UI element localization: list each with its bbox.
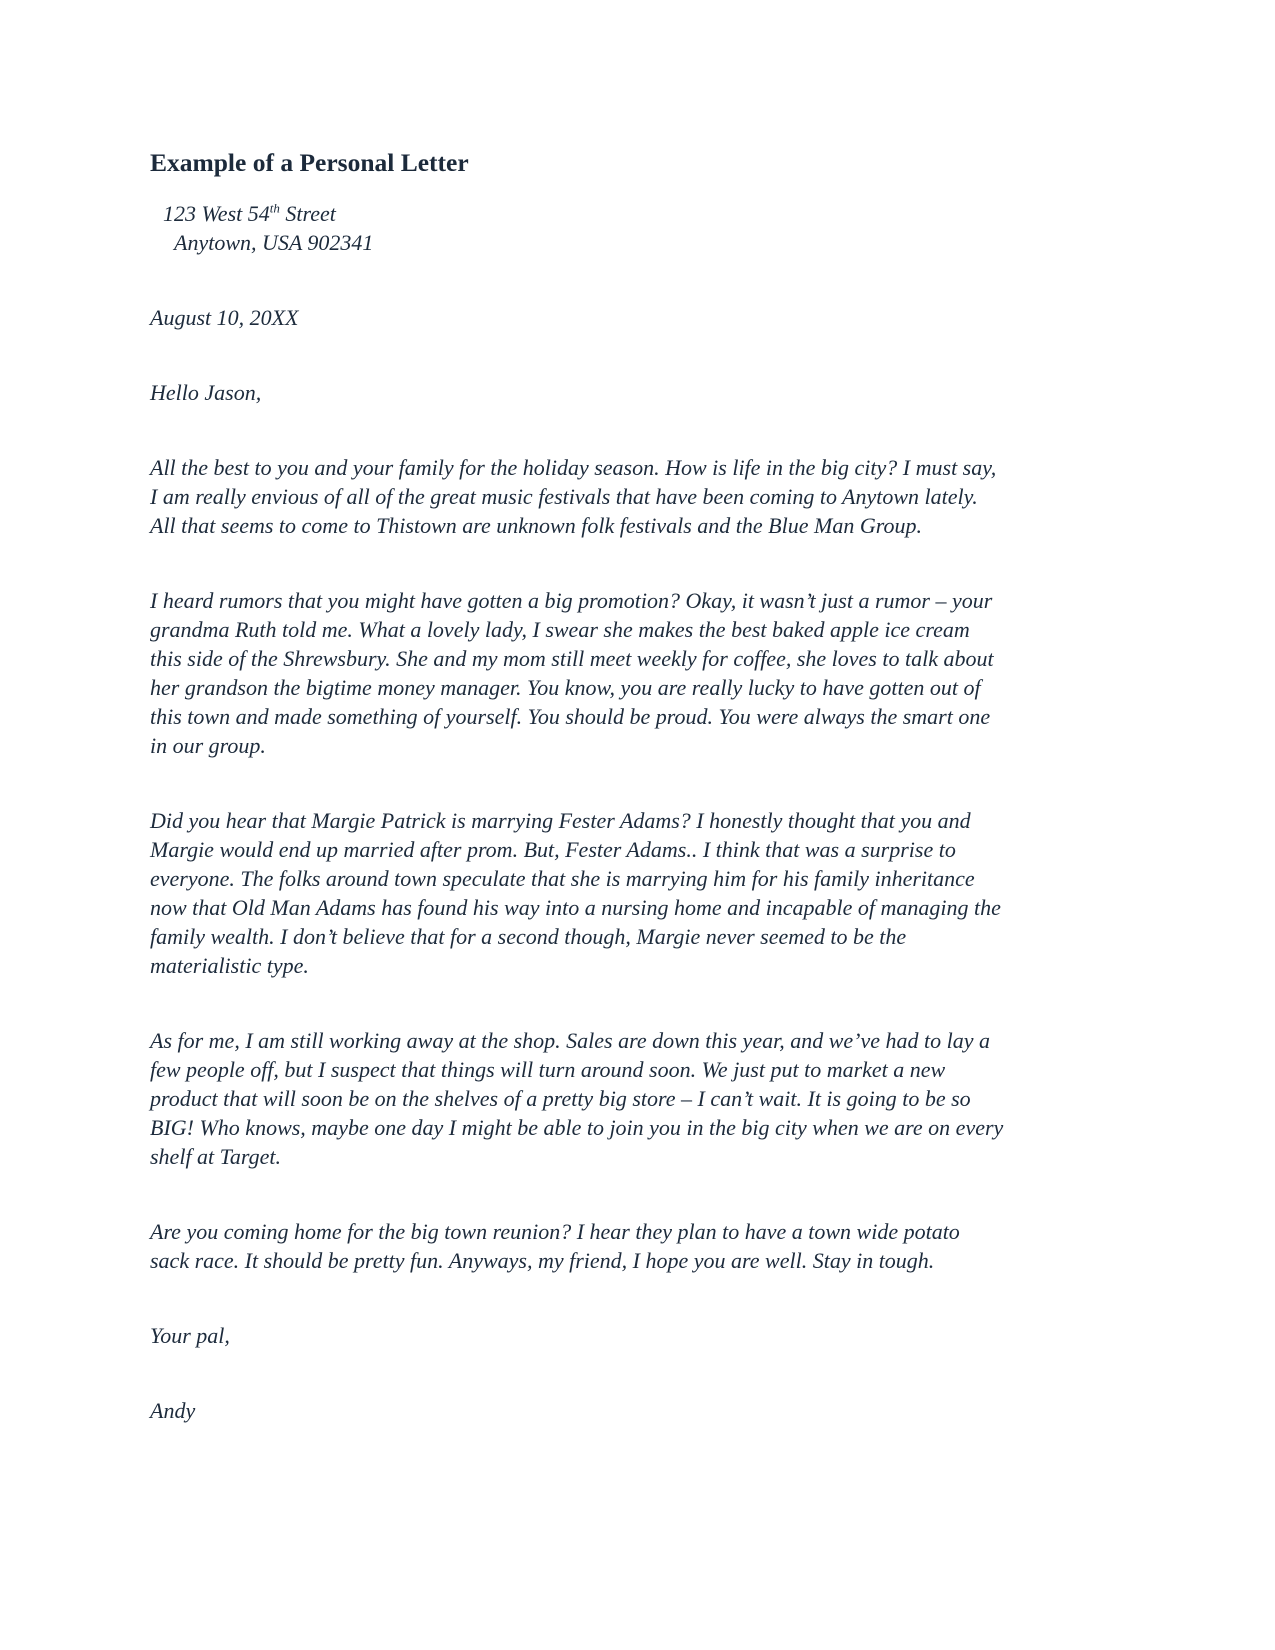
paragraph-line: BIG! Who knows, maybe one day I might be able to join you in the big city when we are on every bbox=[150, 1114, 1004, 1140]
paragraph-line: this town and made something of yourself. You should be proud. You were always the smart one bbox=[150, 703, 991, 729]
paragraph-line: I am really envious of all of the great music festivals that have been coming to Anytown lately. bbox=[150, 483, 978, 509]
paragraph-line: grandma Ruth told me. What a lovely lady, I swear she makes the best baked apple ice cream bbox=[150, 616, 970, 642]
paragraph-line: As for me, I am still working away at the shop. Sales are down this year, and we’ve had to lay a bbox=[150, 1027, 990, 1053]
paragraph-line: her grandson the bigtime money manager. You know, you are really lucky to have gotten out of bbox=[150, 674, 981, 700]
paragraph-line: sack race. It should be pretty fun. Anyways, my friend, I hope you are well. Stay in tough. bbox=[150, 1247, 935, 1273]
address-street-ordinal: th bbox=[269, 200, 280, 216]
paragraph-line: All the best to you and your family for the holiday season. How is life in the big city? I must say, bbox=[150, 454, 997, 480]
letter-title: Example of a Personal Letter bbox=[150, 148, 469, 177]
body-paragraph bbox=[150, 586, 1130, 760]
paragraph-line: All that seems to come to Thistown are unknown folk festivals and the Blue Man Group. bbox=[150, 512, 922, 538]
letter-date: August 10, 20XX bbox=[150, 304, 299, 330]
address-street-number: 123 West 54 bbox=[163, 200, 270, 226]
paragraph-line: Are you coming home for the big town reunion? I hear they plan to have a town wide potato bbox=[150, 1218, 960, 1244]
paragraph-line: everyone. The folks around town speculate that she is marrying him for his family inheritance bbox=[150, 865, 975, 891]
paragraph-line: now that Old Man Adams has found his way into a nursing home and incapable of managing the bbox=[150, 894, 1001, 920]
paragraph-line: Margie would end up married after prom. But, Fester Adams.. I think that was a surprise to bbox=[150, 836, 956, 862]
paragraph-line: shelf at Target. bbox=[150, 1143, 282, 1169]
body-paragraph bbox=[150, 1026, 1130, 1171]
letter-signature: Andy bbox=[150, 1397, 196, 1423]
paragraph-line: in our group. bbox=[150, 732, 266, 758]
body-paragraph bbox=[150, 453, 1130, 540]
letter-greeting: Hello Jason, bbox=[150, 379, 262, 405]
paragraph-line: few people off, but I suspect that things will turn around soon. We just put to market a new bbox=[150, 1056, 946, 1082]
paragraph-line: this side of the Shrewsbury. She and my mom still meet weekly for coffee, she loves to talk about bbox=[150, 645, 994, 671]
paragraph-line: family wealth. I don’t believe that for a second though, Margie never seemed to be the bbox=[150, 923, 907, 949]
address-street bbox=[150, 199, 1130, 228]
address-street-name: Street bbox=[279, 200, 336, 226]
sender-address bbox=[150, 199, 1130, 257]
paragraph-line: Did you hear that Margie Patrick is marrying Fester Adams? I honestly thought that you and bbox=[150, 807, 971, 833]
body-paragraph bbox=[150, 1217, 1130, 1275]
address-city: Anytown, USA 902341 bbox=[174, 229, 374, 255]
letter-content bbox=[150, 148, 1130, 1425]
body-paragraph bbox=[150, 806, 1130, 980]
letter-body bbox=[150, 453, 1130, 1275]
paragraph-line: product that will soon be on the shelves of a pretty big store – I can’t wait. It is going to be so bbox=[150, 1085, 971, 1111]
paragraph-line: materialistic type. bbox=[150, 952, 309, 978]
paragraph-line: I heard rumors that you might have gotten a big promotion? Okay, it wasn’t just a rumor – your bbox=[150, 587, 993, 613]
letter-closing: Your pal, bbox=[150, 1322, 230, 1348]
